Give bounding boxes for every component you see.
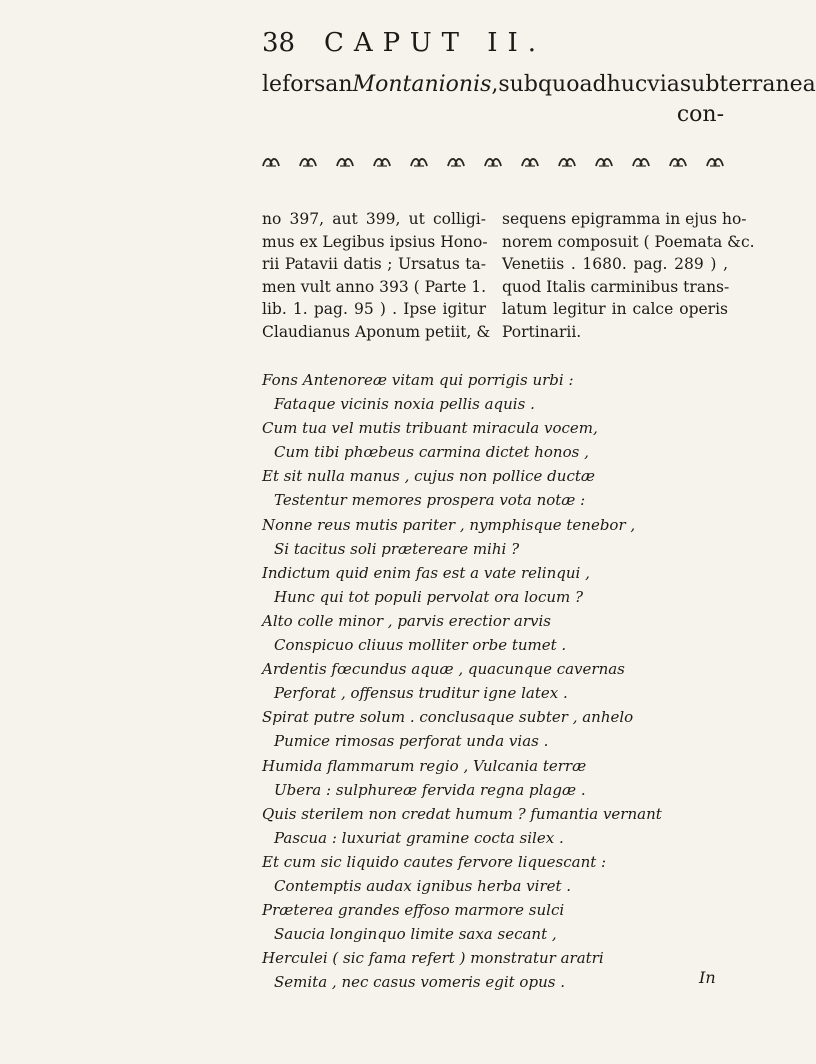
poem-verse: Herculei ( sic fama refert ) monstratur aratri — [262, 949, 604, 968]
poem-verse: Pascua : luxuriat gramine cocta silex . — [274, 828, 564, 847]
poem-verse: Humida flammarum regio , Vulcania terræ — [262, 756, 587, 775]
page-header — [0, 28, 800, 68]
intro-line-2: con- — [676, 102, 724, 127]
column-line: Venetiis . 1680. pag. 289 ) , — [502, 255, 728, 273]
column-line: latum legitur in calce operis — [502, 300, 728, 318]
fleuron-ornament-icon — [521, 153, 539, 165]
poem-verse: Perforat , offensus truditur igne latex . — [274, 684, 568, 703]
fleuron-ornament-icon — [336, 153, 354, 165]
poem-verse: Alto colle minor , parvis erectior arvis — [262, 611, 551, 630]
poem-verse: Saucia longinquo limite saxa secant , — [274, 925, 557, 944]
column-line: sequens epigramma in ejus ho- — [502, 210, 747, 228]
fleuron-ornament-icon — [558, 153, 576, 165]
column-line: Claudianus Aponum petiit, & — [262, 322, 491, 341]
poem-verse: Fons Antenoreæ vitam qui porrigis urbi : — [262, 371, 574, 389]
poem-verse: Si tacitus soli prætereare mihi ? — [274, 539, 520, 558]
poem-verse: Præterea grandes effoso marmore sulci — [262, 901, 565, 920]
fleuron-ornament-icon — [410, 153, 428, 165]
fleuron-ornament-icon — [373, 153, 391, 165]
fleuron-ornament-icon — [632, 153, 650, 165]
poem-verse: Spirat putre solum . conclusaque subter , anhelo — [262, 708, 634, 727]
fleuron-ornament-icon — [595, 153, 613, 165]
poem-verse: Cum tibi phœbeus carmina dictet honos , — [274, 443, 589, 462]
epigram-poem — [262, 368, 742, 994]
poem-verse: Testentur memores prospera vota notæ : — [274, 491, 586, 510]
poem-verse: Pumice rimosas perforat unda vias . — [274, 732, 549, 751]
poem-verse: Quis sterilem non credat humum ? fumantia vernant — [262, 804, 662, 823]
poem-verse: Contemptis audax ignibus herba viret . — [274, 876, 572, 895]
fleuron-ornament-icon — [706, 153, 724, 165]
poem-verse: Nonne reus mutis pariter , nymphisque tenebor , — [262, 515, 636, 534]
column-line: no 397, aut 399, ut colligi- — [262, 210, 486, 228]
column-line: lib. 1. pag. 95 ) . Ipse igitur — [262, 300, 486, 318]
poem-verse: Conspicuo cliuus molliter orbe tumet . — [274, 636, 567, 655]
intro-line-1 — [262, 70, 816, 100]
intro-word: le — [262, 72, 283, 97]
intro-paragraph — [262, 70, 816, 130]
left-column — [262, 208, 491, 343]
column-line: quod Italis carminibus trans- — [502, 277, 730, 296]
intro-word: Montanionis — [352, 72, 492, 97]
poem-verse: Et sit nulla manus , cujus non pollice ductæ — [262, 467, 595, 486]
intro-word: subterranea — [679, 72, 816, 97]
intro-word: quo — [537, 72, 580, 97]
column-line: mus ex Legibus ipsius Hono- — [262, 232, 488, 251]
poem-verse: Fataque vicinis noxia pellis aquis . — [274, 395, 535, 414]
poem-verse: Indictum quid enim fas est a vate relinqui , — [262, 563, 590, 582]
column-line: norem composuit ( Poemata &c. — [502, 232, 755, 251]
fleuron-ornament-icon — [299, 153, 317, 165]
intro-word: , — [491, 72, 499, 97]
running-head: CAPUT II. — [324, 28, 547, 58]
catchword: In — [699, 968, 716, 987]
column-line: Portinarii. — [502, 322, 582, 341]
poem-verse: Et cum sic liquido cautes fervore liquescant : — [262, 852, 607, 871]
fleuron-ornament-icon — [669, 153, 687, 165]
fleuron-ornament-row — [262, 148, 724, 170]
fleuron-ornament-icon — [484, 153, 502, 165]
column-line: men vult anno 393 ( Parte 1. — [262, 277, 487, 296]
poem-verse: Semita , nec casus vomeris egit opus . — [274, 973, 565, 992]
intro-word: sub — [498, 72, 538, 97]
intro-word: via — [647, 72, 680, 97]
right-column — [502, 208, 755, 343]
poem-verse: Ardentis fœcundus aquæ , quacunque cavernas — [262, 660, 625, 679]
fleuron-ornament-icon — [447, 153, 465, 165]
intro-word: forsan — [282, 72, 353, 97]
page-number: 38 — [262, 28, 296, 58]
poem-verse: Ubera : sulphureæ fervida regna plagæ . — [274, 780, 586, 799]
poem-verse: Hunc qui tot populi pervolat ora locum ? — [274, 587, 584, 606]
poem-verse: Cum tua vel mutis tribuant miracula vocem, — [262, 419, 598, 438]
fleuron-ornament-icon — [262, 153, 280, 165]
intro-word: adhuc — [579, 72, 648, 97]
column-line: rii Patavii datis ; Ursatus ta- — [262, 255, 486, 273]
